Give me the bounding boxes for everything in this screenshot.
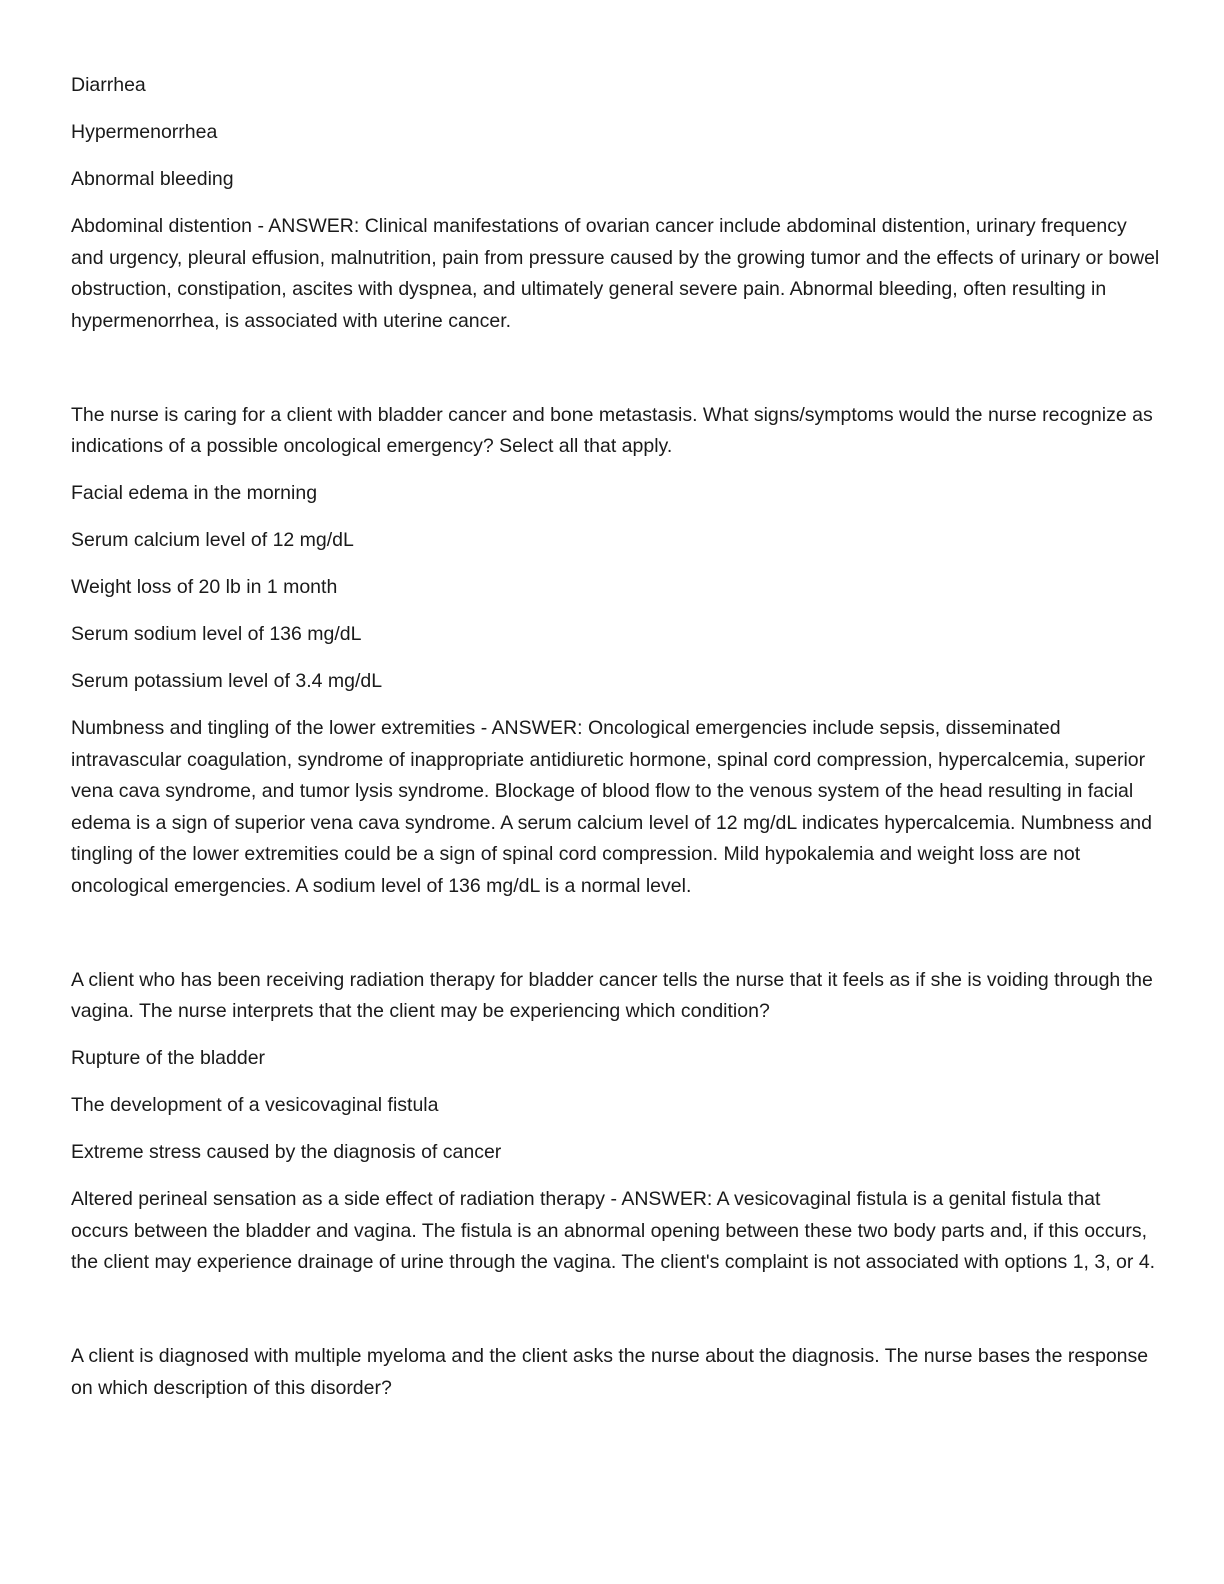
section-spacer [71,918,1161,965]
option-line: Diarrhea [71,74,146,96]
option-line: Facial edema in the morning [71,482,318,504]
option-line: Hypermenorrhea [71,121,218,143]
option-line: Serum potassium level of 3.4 mg/dL [71,670,383,692]
section-spacer [71,353,1161,400]
question-paragraph: The nurse is caring for a client with bladder cancer and bone metastasis. What signs/symptoms would the nurse recognize as indications of a possible oncological emergency? Select all that apply. [71,403,1153,457]
option-line: Extreme stress caused by the diagnosis of cancer [71,1141,502,1163]
section-spacer [71,1294,1161,1341]
answer-paragraph: Abdominal distention - ANSWER: Clinical manifestations of ovarian cancer include abdominal distention, urinary frequency and urgency, pleural effusion, malnutrition, pain from pressure caused by the growing tumor and the effects of urinary or bowel obstruction, constipation, ascites with dyspnea, and ultimately general severe pain. Abnormal bleeding, often resulting in hypermenorrhea, is associated with uterine cancer. [71,215,1160,332]
question-paragraph: A client is diagnosed with multiple myeloma and the client asks the nurse about the diagnosis. The nurse bases the response on which description of this disorder? [71,1345,1149,1399]
option-line: Abnormal bleeding [71,168,234,190]
answer-paragraph: Numbness and tingling of the lower extremities - ANSWER: Oncological emergencies include sepsis, disseminated intravascular coagulation, syndrome of inappropriate antidiuretic hormone, spinal cord compression, hypercalcemia, superior vena cava syndrome, and tumor lysis syndrome. Blockage of blood flow to the venous system of the head resulting in facial edema is a sign of superior vena cava syndrome. A serum calcium level of 12 mg/dL indicates hypercalcemia. Numbness and tingling of the lower extremities could be a sign of spinal cord compression. Mild hypokalemia and weight loss are not oncological emergencies. A sodium level of 136 mg/dL is a normal level. [71,717,1152,897]
answer-paragraph: Altered perineal sensation as a side effect of radiation therapy - ANSWER: A vesicovaginal fistula is a genital fistula that occurs between the bladder and vagina. The fistula is an abnormal opening between these two body parts and, if this occurs, the client may experience drainage of urine through the vagina. The client's complaint is not associated with options 1, 3, or 4. [71,1188,1156,1273]
question-paragraph: A client who has been receiving radiation therapy for bladder cancer tells the nurse that it feels as if she is voiding through the vagina. The nurse interprets that the client may be experiencing which condition? [71,968,1153,1022]
option-line: Serum sodium level of 136 mg/dL [71,623,362,645]
option-line: Weight loss of 20 lb in 1 month [71,576,338,598]
option-line: Serum calcium level of 12 mg/dL [71,529,354,551]
document-page [71,70,1161,1420]
option-line: The development of a vesicovaginal fistula [71,1094,439,1116]
option-line: Rupture of the bladder [71,1047,266,1069]
